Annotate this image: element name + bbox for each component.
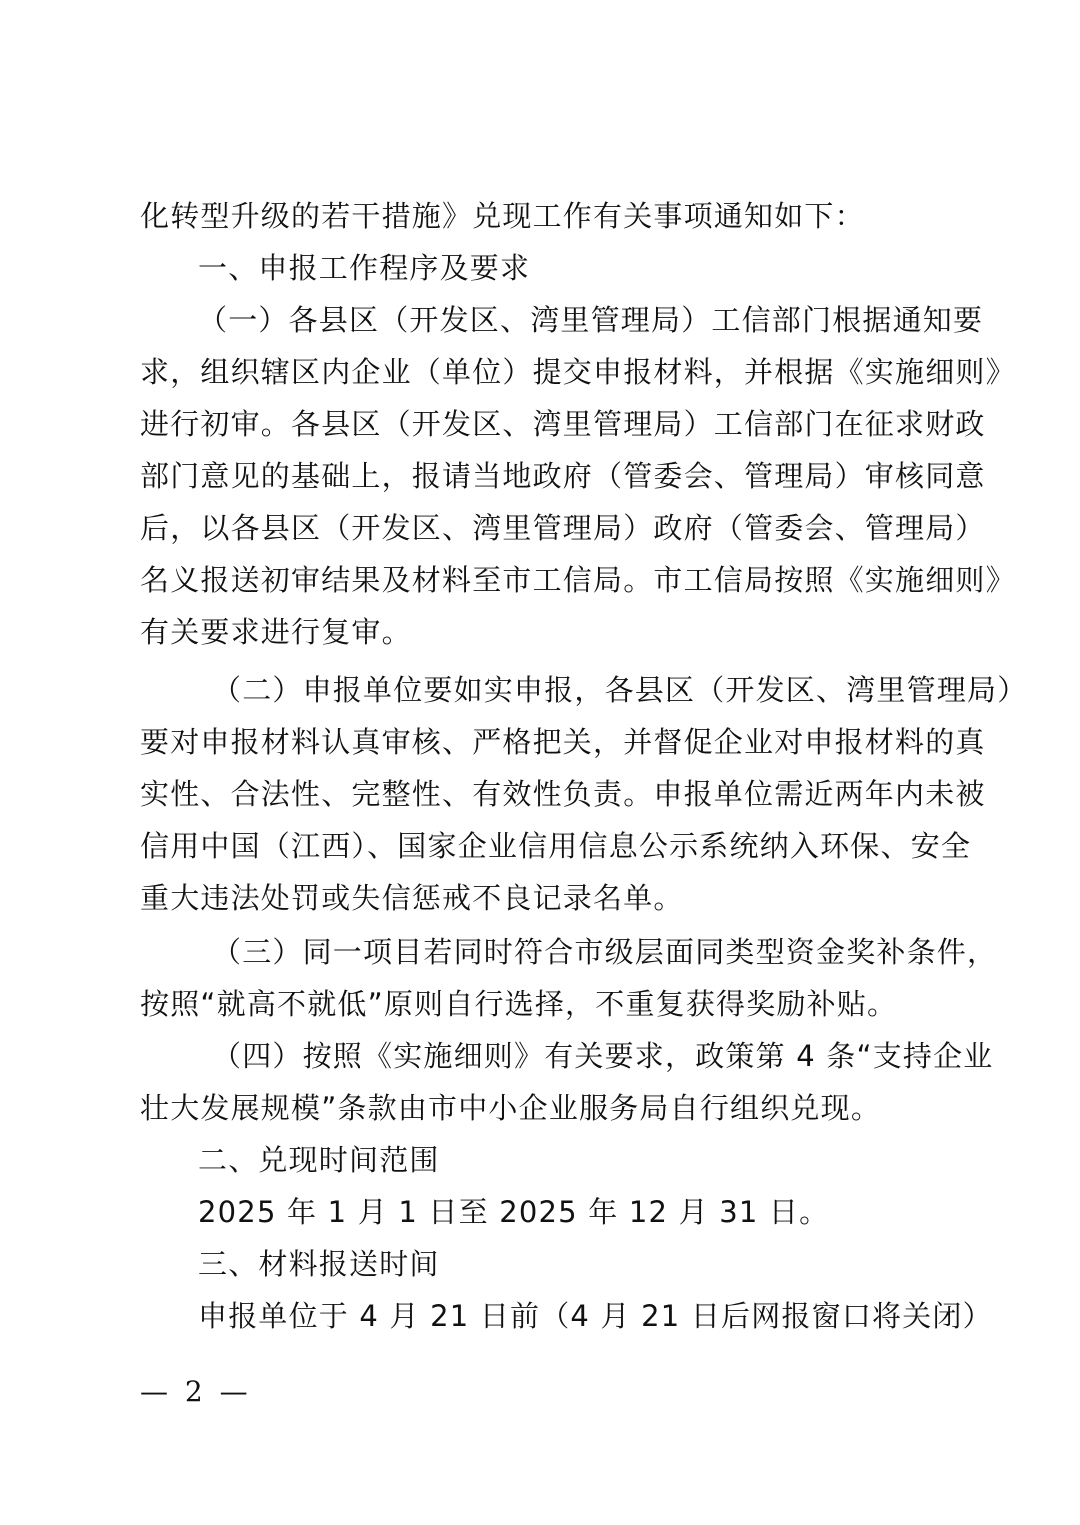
body-line: 按照“就高不就低”原则自行选择，不重复获得奖励补贴。 (140, 987, 898, 1021)
body-line: 化转型升级的若干措施》兑现工作有关事项通知如下： (140, 199, 865, 233)
body-line: 实性、合法性、完整性、有效性负责。申报单位需近两年内未被 (140, 777, 986, 811)
body-line: 重大违法处罚或失信惩戒不良记录名单。 (140, 881, 684, 915)
body-line: （一）各县区（开发区、湾里管理局）工信部门根据通知要 (198, 303, 984, 337)
body-line: 有关要求进行复审。 (140, 615, 412, 649)
body-line: （四）按照《实施细则》有关要求，政策第 4 条“支持企业 (212, 1039, 994, 1073)
section-heading: 一、申报工作程序及要求 (198, 251, 531, 285)
body-line: （二）申报单位要如实申报，各县区（开发区、湾里管理局） (212, 673, 1028, 707)
body-line: 要对申报材料认真审核、严格把关，并督促企业对申报材料的真 (140, 725, 986, 759)
body-line: 后，以各县区（开发区、湾里管理局）政府（管委会、管理局） (140, 511, 986, 545)
body-line: 申报单位于 4 月 21 日前（4 月 21 日后网报窗口将关闭） (198, 1299, 993, 1333)
page-number: — 2 — (140, 1375, 252, 1408)
body-line: 信用中国（江西）、国家企业信用信息公示系统纳入环保、安全 (140, 829, 972, 863)
body-line: （三）同一项目若同时符合市级层面同类型资金奖补条件， (212, 935, 998, 969)
body-line: 2025 年 1 月 1 日至 2025 年 12 月 31 日。 (198, 1195, 830, 1229)
body-line: 进行初审。各县区（开发区、湾里管理局）工信部门在征求财政 (140, 407, 986, 441)
body-line: 求，组织辖区内企业（单位）提交申报材料，并根据《实施细则》 (140, 355, 1016, 389)
body-line: 部门意见的基础上，报请当地政府（管委会、管理局）审核同意 (140, 459, 986, 493)
section-heading: 二、兑现时间范围 (198, 1143, 440, 1177)
section-heading: 三、材料报送时间 (198, 1247, 440, 1281)
body-line: 壮大发展规模”条款由市中小企业服务局自行组织兑现。 (140, 1091, 882, 1125)
body-line: 名义报送初审结果及材料至市工信局。市工信局按照《实施细则》 (140, 563, 1016, 597)
